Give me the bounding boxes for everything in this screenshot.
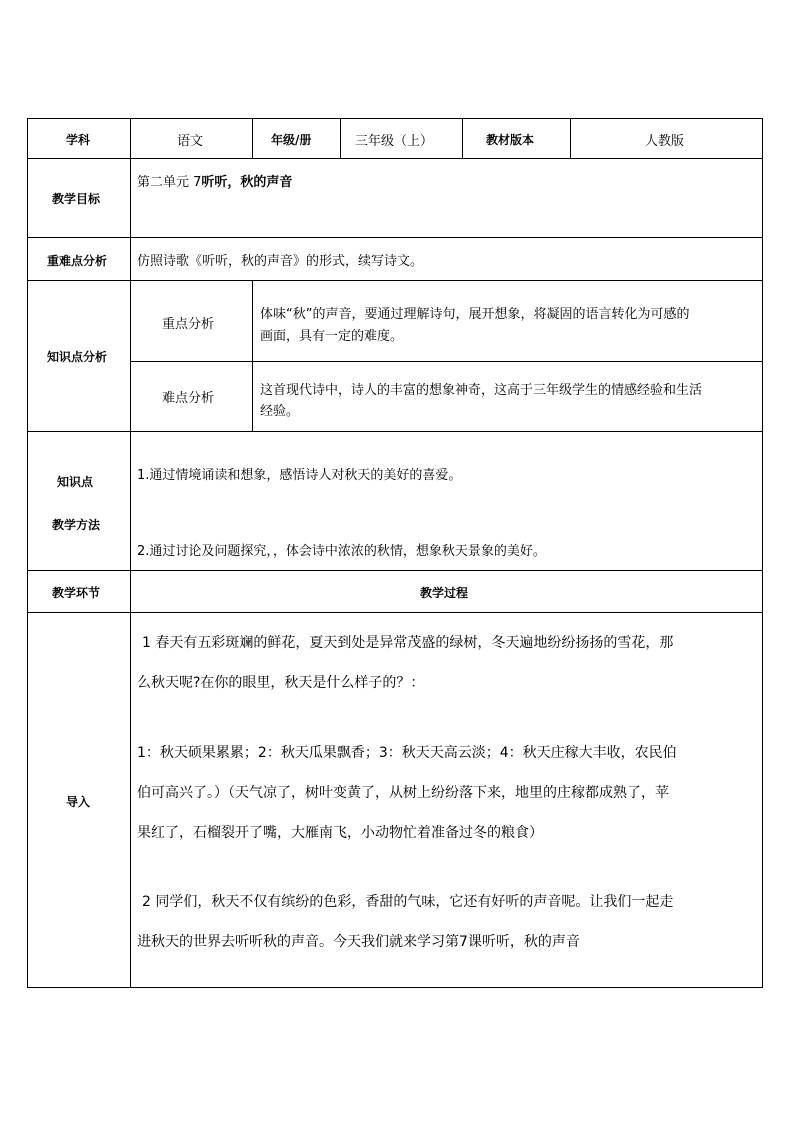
methods-item-1: 1.通过情境诵读和想象，感悟诗人对秋天的美好的喜爱。 xyxy=(137,468,462,483)
grade-value: 三年级（上） xyxy=(355,134,434,149)
focus-text-line1: 体味“秋”的声音，要通过理解诗句，展开想象，将凝固的语言转化为可感的 xyxy=(260,307,690,322)
intro-label: 导入 xyxy=(66,795,91,809)
knowledge-analysis-label: 知识点分析 xyxy=(47,350,108,364)
grade-label: 年级/册 xyxy=(271,133,312,147)
intro-p3-line1: 2 同学们，秋天不仅有缤纷的色彩，香甜的气味，它还有好听的声音呢。让我们一起走 xyxy=(142,894,674,910)
goals-text xyxy=(137,171,292,190)
subject-value: 语文 xyxy=(177,134,204,149)
goals-unit: 第二单元 7 xyxy=(137,175,202,190)
intro-p2-line2: 伯可高兴了。）（天气凉了，树叶变黄了，从树上纷纷落下来，地里的庄稼都成熟了，苹 xyxy=(137,785,669,801)
intro-p2-line3: 果红了，石榴裂开了嘴，大雁南飞，小动物忙着准备过冬的粮食） xyxy=(137,825,543,841)
intro-p2-line1: 1：秋天硕果累累；2：秋天瓜果飘香；3：秋天天高云淡；4：秋天庄稼大丰收，农民伯 xyxy=(137,745,677,761)
intro-p3-line2: 进秋天的世界去听听秋的声音。今天我们就来学习第7课听听，秋的声音 xyxy=(137,934,580,950)
key-analysis-text: 仿照诗歌《听听，秋的声音》的形式，续写诗文。 xyxy=(137,254,424,269)
intro-p1-line1: 1 春天有五彩斑斓的鲜花，夏天到处是异常茂盛的绿树，冬天遍地纷纷扬扬的雪花，那 xyxy=(142,635,674,651)
step-header: 教学环节 xyxy=(52,586,101,600)
edition-value: 人教版 xyxy=(645,134,685,149)
focus-label: 重点分析 xyxy=(162,317,215,332)
difficulty-text-line1: 这首现代诗中，诗人的丰富的想象神奇，这高于三年级学生的情感经验和生活 xyxy=(260,383,703,398)
key-analysis-label: 重难点分析 xyxy=(47,254,108,268)
methods-item-2: 2.通过讨论及问题探究，，体会诗中浓浓的秋情，想象秋天景象的美好。 xyxy=(137,544,546,559)
process-header: 教学过程 xyxy=(420,586,469,600)
difficulty-label: 难点分析 xyxy=(162,391,215,406)
goals-lesson-title: 听听，秋的声音 xyxy=(201,175,293,190)
intro-p1-line2: 么秋天呢?在你的眼里，秋天是什么样子的？： xyxy=(137,675,425,691)
subject-label: 学科 xyxy=(66,133,91,147)
methods-label-line2: 教学方法 xyxy=(52,518,101,532)
difficulty-text-line2: 经验。 xyxy=(260,404,300,419)
methods-label-line1: 知识点 xyxy=(57,475,94,489)
focus-text-line2: 画面，具有一定的难度。 xyxy=(260,329,404,344)
goals-label: 教学目标 xyxy=(52,192,101,206)
edition-label: 教材版本 xyxy=(486,133,535,147)
